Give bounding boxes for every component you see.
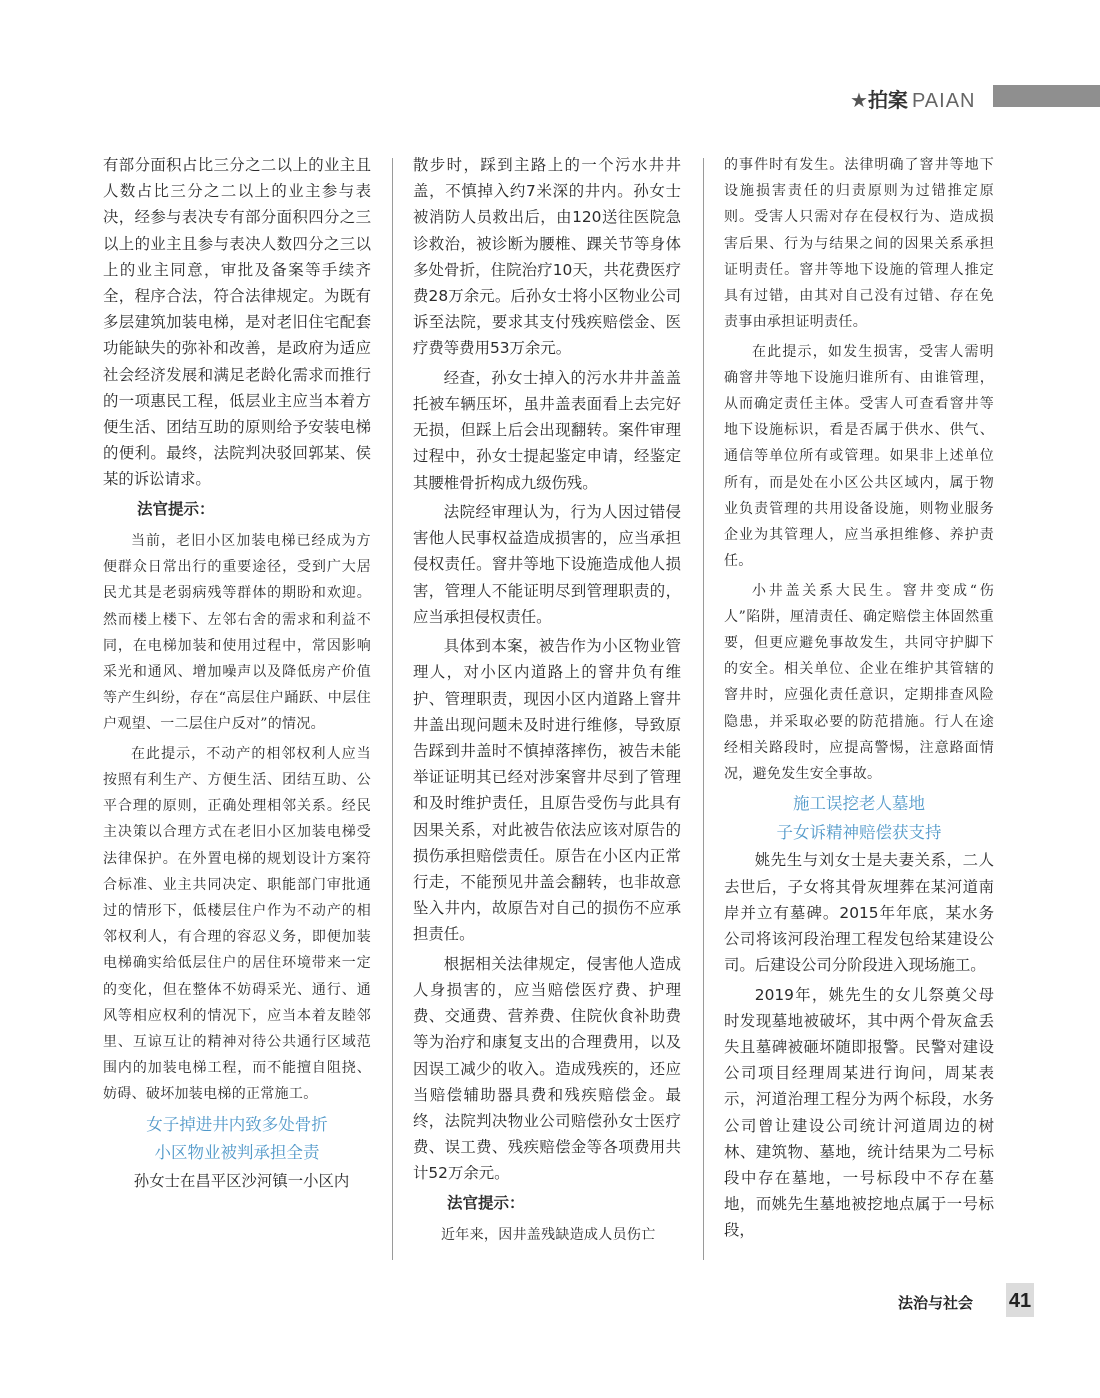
judge-tip-paragraph: 在此提示，如发生损害，受害人需明确窨井等地下设施归谁所有、由谁管理，从而确定责任主体。受害人可查看窨井等地下设施标识，看是否属于供水、供气、通信等单位所有或管理。如果非上述单位所有，而是处在小区公共区域内，属于物业负责管理的共用设备设施，则物业服务企业为其管理人，应当承担维修、养护责任。 — [724, 343, 994, 570]
column-divider — [392, 158, 393, 1260]
column-2 — [413, 152, 681, 1262]
subheading: 施工误挖老人墓地 — [793, 794, 925, 814]
paragraph: 经查，孙女士掉入的污水井井盖盖托被车辆压坏，虽井盖表面看上去完好无损，但踩上后会出现翻转。案件审理过程中，孙女士提起鉴定申请，经鉴定其腰椎骨折构成九级伤残。 — [413, 368, 681, 492]
subheading: 小区物业被判承担全责 — [154, 1143, 320, 1163]
judge-tip-paragraph: 在此提示，不动产的相邻权利人应当按照有利生产、方便生活、团结互助、公平合理的原则，正确处理相邻关系。经民主决策以合理方式在老旧小区加装电梯受法律保护。在外置电梯的规划设计方案符合标准、业主共同决定、职能部门审批通过的情形下，低楼层住户作为不动产的相邻权利人，有合理的容忍义务，即便加装电梯确实给低层住户的居住环境带来一定的变化，但在整体不妨碍采光、通行、通风等相应权利的情况下，应当本着友睦邻里、互谅互让的精神对待公共通行区域范围内的加装电梯工程，而不能擅自阻挠、妨碍、破坏加装电梯的正常施工。 — [103, 745, 371, 1103]
judge-tip-paragraph: 小井盖关系大民生。窨井变成“伤人”陷阱，厘清责任、确定赔偿主体固然重要，但更应避免事故发生，共同守护脚下的安全。相关单位、企业在维护其管辖的窨井时，应强化责任意识，定期排查风险隐患，并采取必要的防范措施。行人在途经相关路段时，应提高警惕，注意路面情况，避免发生安全事故。 — [724, 582, 994, 783]
column-3 — [724, 152, 994, 1262]
paragraph: 有部分面积占比三分之二以上的业主且人数占比三分之二以上的业主参与表决，经参与表决专有部分面积四分之三以上的业主且参与表决人数四分之三以上的业主同意，审批及备案等手续齐全，程序合法，符合法律规定。为既有多层建筑加装电梯，是对老旧住宅配套功能缺失的弥补和改善，是政府为适应社会经济发展和满足老龄化需求而推行的一项惠民工程，低层业主应当本着方便生活、团结互助的原则给予安装电梯的便利。最终，法院判决驳回郭某、侯某的诉讼请求。 — [103, 156, 371, 489]
section-header — [850, 84, 975, 113]
paragraph: 姚先生与刘女士是夫妻关系，二人去世后，子女将其骨灰埋葬在某河道南岸并立有墓碑。2015年年底，某水务公司将该河段治理工程发包给某建设公司。后建设公司分阶段进入现场施工。 — [724, 851, 994, 975]
section-title-zh: 拍案 — [867, 88, 908, 112]
section-title-en: PAIAN — [911, 90, 976, 112]
column-divider — [703, 158, 704, 1260]
magazine-title: 法治与社会 — [898, 1294, 974, 1312]
paragraph: 根据相关法律规定，侵害他人造成人身损害的，应当赔偿医疗费、护理费、交通费、营养费、住院伙食补助费等为治疗和康复支出的合理费用，以及因误工减少的收入。造成残疾的，还应当赔偿辅助器具费和残疾赔偿金。最终，法院判决物业公司赔偿孙女士医疗费、误工费、残疾赔偿金等各项费用共计52万余元。 — [413, 954, 681, 1183]
judge-tip-label: 法官提示： — [447, 1193, 525, 1212]
judge-tip-label: 法官提示： — [137, 499, 215, 518]
paragraph: 2019年，姚先生的女儿祭奠父母时发现墓地被破坏，其中两个骨灰盒丢失且墓碑被砸坏随即报警。民警对建设公司项目经理周某进行询问，周某表示，河道治理工程分为两个标段，水务公司曾让建设公司统计河道周边的树林、建筑物、墓地，统计结果为二号标段中存在墓地，一号标段中不存在墓地，而姚先生墓地被挖地点属于一号标段， — [724, 985, 994, 1240]
header-bar — [993, 85, 1100, 107]
paragraph: 具体到本案，被告作为小区物业管理人，对小区内道路上的窨井负有维护、管理职责，现因小区内道路上窨井井盖出现问题未及时进行维修，导致原告踩到井盖时不慎掉落摔伤，被告未能举证证明其已经对涉案窨井尽到了管理和及时维护责任，且原告受伤与此具有因果关系，对此被告依法应该对原告的损伤承担赔偿责任。原告在小区内正常行走，不能预见井盖会翻转，也非故意坠入井内，故原告对自己的损伤不应承担责任。 — [413, 637, 681, 944]
judge-tip-paragraph: 的事件时有发生。法律明确了窨井等地下设施损害责任的归责原则为过错推定原则。受害人只需对存在侵权行为、造成损害后果、行为与结果之间的因果关系承担证明责任。窨井等地下设施的管理人推定具有过错，由其对自己没有过错、存在免责事由承担证明责任。 — [724, 157, 994, 331]
subheading: 女子掉进井内致多处骨折 — [146, 1114, 328, 1134]
paragraph: 孙女士在昌平区沙河镇一小区内 — [133, 1171, 350, 1190]
subheading: 子女诉精神赔偿获支持 — [776, 822, 942, 842]
column-1 — [103, 152, 371, 1262]
star-icon: ★ — [850, 88, 868, 112]
judge-tip-paragraph: 当前，老旧小区加装电梯已经成为方便群众日常出行的重要途径，受到广大居民尤其是老弱病残等群体的期盼和欢迎。然而楼上楼下、左邻右舍的需求和利益不同，在电梯加装和使用过程中，常因影响采光和通风、增加噪声以及降低房产价值等产生纠纷，存在“高层住户踊跃、中层住户观望、一二层住户反对”的情况。 — [103, 533, 371, 733]
judge-tip-paragraph: 近年来，因井盖残缺造成人员伤亡 — [441, 1227, 656, 1244]
page-number: 41 — [1006, 1283, 1034, 1317]
paragraph: 法院经审理认为，行为人因过错侵害他人民事权益造成损害的，应当承担侵权责任。窨井等地下设施造成他人损害，管理人不能证明尽到管理职责的，应当承担侵权责任。 — [413, 503, 681, 626]
paragraph: 散步时，踩到主路上的一个污水井井盖，不慎掉入约7米深的井内。孙女士被消防人员救出后，由120送往医院急诊救治，被诊断为腰椎、踝关节等身体多处骨折，住院治疗10天，共花费医疗费28万余元。后孙女士将小区物业公司诉至法院，要求其支付残疾赔偿金、医疗费等费用53万余元。 — [413, 156, 681, 358]
